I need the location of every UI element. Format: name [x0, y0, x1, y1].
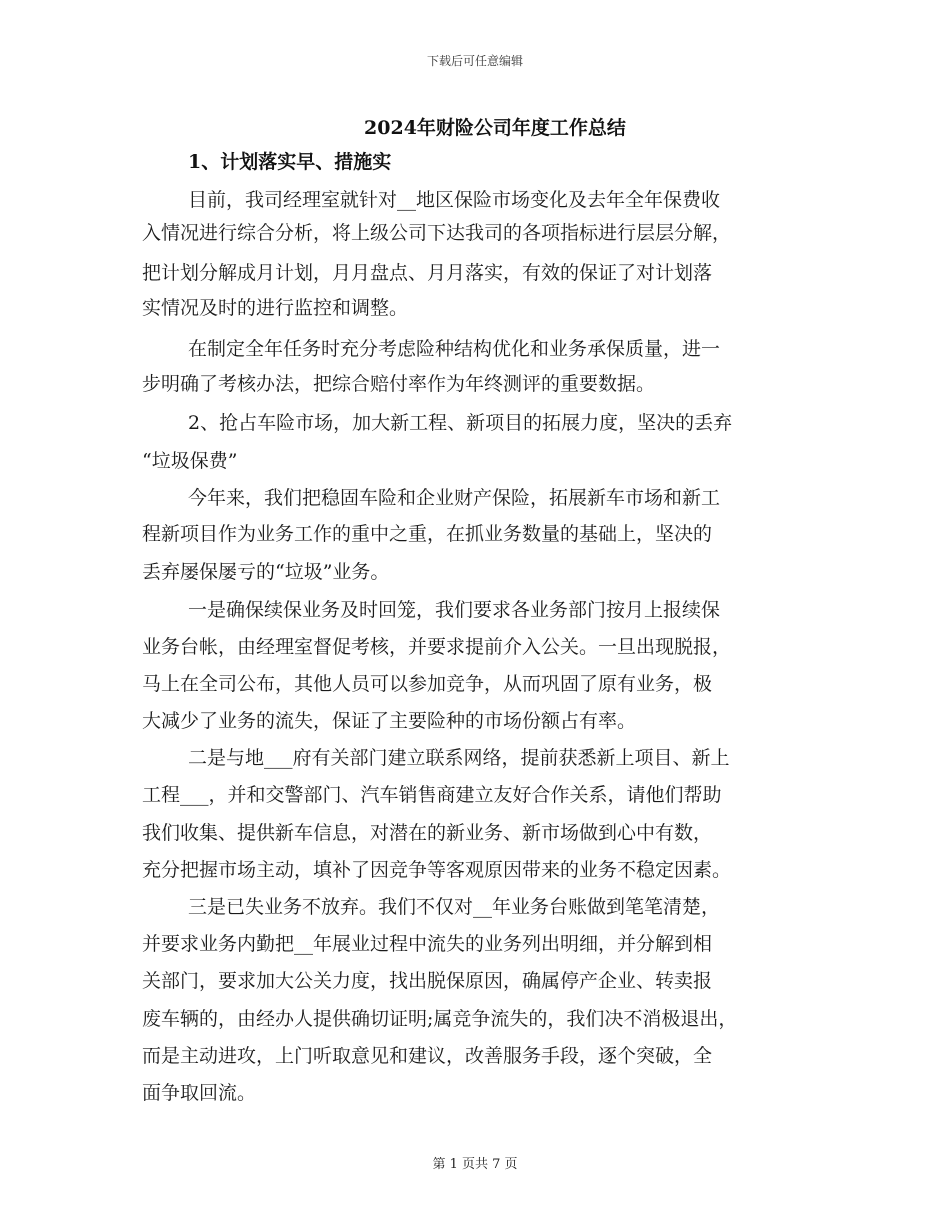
- body-line: 马上在全司公布，其他人员可以参加竞争，从而巩固了原有业务，极: [142, 673, 713, 695]
- body-line: 目前，我司经理室就针对__地区保险市场变化及去年全年保费收: [188, 189, 721, 211]
- body-line: 一是确保续保业务及时回笼，我们要求各业务部门按月上报续保: [188, 599, 721, 621]
- page-header-note: 下载后可任意编辑: [426, 54, 523, 68]
- body-line: 工程___，并和交警部门、汽车销售商建立友好合作关系，请他们帮助: [142, 784, 722, 806]
- body-line: 程新项目作为业务工作的重中之重，在抓业务数量的基础上，坚决的: [142, 523, 713, 545]
- body-line: 实情况及时的进行监控和调整。: [142, 297, 409, 319]
- body-line: 业务台帐，由经理室督促考核，并要求提前介入公关。一旦出现脱报，: [142, 636, 732, 658]
- body-line: 丢弃屡保屡亏的“垃圾”业务。: [142, 561, 390, 583]
- body-line: 把计划分解成月计划，月月盘点、月月落实，有效的保证了对计划落: [142, 262, 713, 284]
- body-line: 入情况进行综合分析，将上级公司下达我司的各项指标进行层层分解，: [142, 222, 732, 244]
- body-line: 废车辆的，由经办人提供确切证明;属竞争流失的，我们决不消极退出，: [142, 1008, 738, 1030]
- body-line: 2、抢占车险市场，加大新工程、新项目的拓展力度，坚决的丢弃: [188, 412, 733, 434]
- page-number: 第 1 页共 7 页: [432, 1157, 518, 1172]
- section-heading: 1、计划落实早、措施实: [188, 151, 392, 173]
- body-line: 二是与地___府有关部门建立联系网络，提前获悉新上项目、新上: [188, 747, 730, 769]
- body-line: 我们收集、提供新车信息，对潜在的新业务、新市场做到心中有数，: [142, 822, 713, 844]
- body-line: “垃圾保费”: [142, 450, 238, 472]
- document-title: 2024年财险公司年度工作总结: [364, 117, 626, 139]
- body-line: 充分把握市场主动，填补了因竞争等客观原因带来的业务不稳定因素。: [142, 859, 732, 881]
- body-line: 在制定全年任务时充分考虑险种结构优化和业务承保质量，进一: [188, 338, 721, 360]
- body-line: 面争取回流。: [142, 1082, 257, 1104]
- body-line: 大减少了业务的流失，保证了主要险种的市场份额占有率。: [142, 710, 637, 732]
- body-line: 而是主动进攻，上门听取意见和建议，改善服务手段，逐个突破，全: [142, 1045, 713, 1067]
- body-line: 关部门，要求加大公关力度，找出脱保原因，确属停产企业、转卖报: [142, 970, 713, 992]
- body-line: 今年来，我们把稳固车险和企业财产保险，拓展新车市场和新工: [188, 487, 721, 509]
- body-line: 并要求业务内勤把__年展业过程中流失的业务列出明细，并分解到相: [142, 933, 713, 955]
- body-line: 三是已失业务不放弃。我们不仅对__年业务台账做到笔笔清楚，: [188, 896, 721, 918]
- body-line: 步明确了考核办法，把综合赔付率作为年终测评的重要数据。: [142, 373, 656, 395]
